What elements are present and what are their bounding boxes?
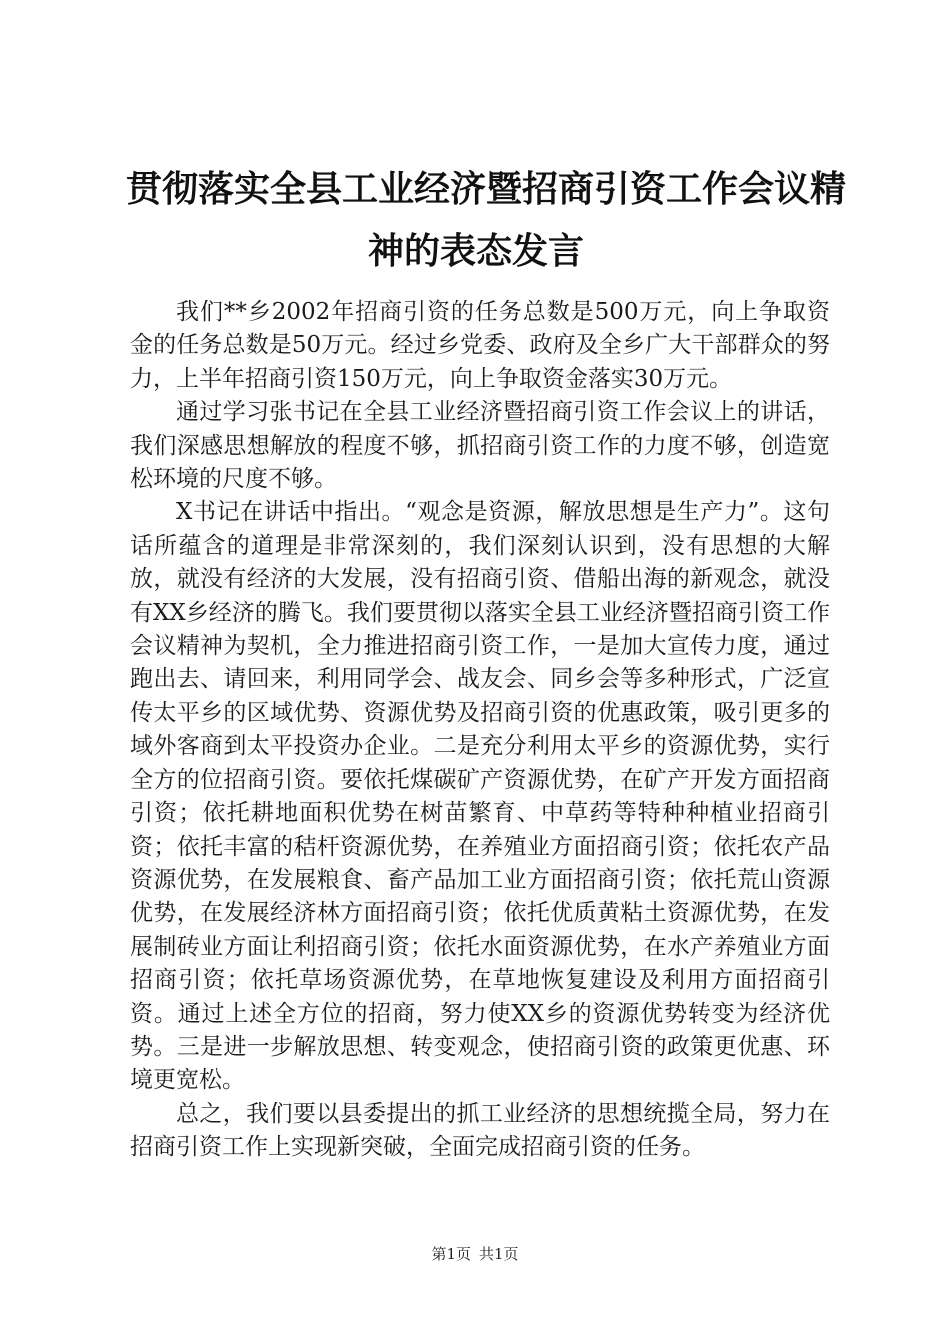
page-total: 共1页 <box>479 1245 519 1263</box>
document-title <box>126 158 847 282</box>
paragraph-4: 总之，我们要以县委提出的抓工业经济的思想统揽全局，努力在招商引资工作上实现新突破，全面完成招商引资的任务。 <box>130 1100 830 1161</box>
document-body <box>130 296 830 1165</box>
title-line-2: 神的表态发言 <box>367 230 584 272</box>
paragraph-1: 我们**乡2002年招商引资的任务总数是500万元，向上争取资金的任务总数是50万元。经过乡党委、政府及全乡广大干部群众的努力，上半年招商引资150万元，向上争取资金落实30万元。 <box>130 299 830 392</box>
page-number: 第1页 <box>431 1245 471 1263</box>
title-line-1: 贯彻落实全县工业经济暨招商引资工作会议精 <box>126 168 847 210</box>
paragraph-2: 通过学习张书记在全县工业经济暨招商引资工作会议上的讲话，我们深感思想解放的程度不够，抓招商引资工作的力度不够，创造宽松环境的尺度不够。 <box>130 399 830 493</box>
page-footer <box>0 1244 950 1264</box>
paragraph-3: X书记在讲话中指出。“观念是资源，解放思想是生产力”。这句话所蕴含的道理是非常深刻的，我们深刻认识到，没有思想的大解放，就没有经济的大发展，没有招商引资、借船出海的新观念，就没有XX乡经济的腾飞。我们要贯彻以落实全县工业经济暨招商引资工作会议精神为契机，全力推进招商引资工作，一是加大宣传力度，通过跑出去、请回来，利用同学会、战友会、同乡会等多种形式，广泛宣传太平乡的区域优势、资源优势及招商引资的优惠政策，吸引更多的域外客商到太平投资办企业。二是充分利用太平乡的资源优势，实行全方的位招商引资。要依托煤碳矿产资源优势，在矿产开发方面招商引资；依托耕地面积优势在树苗繁育、中草药等特种种植业招商引资；依托丰富的秸杆资源优势，在养殖业方面招商引资；依托农产品资源优势，在发展粮食、畜产品加工业方面招商引资；依托荒山资源优势，在发展经济林方面招商引资；依托优质黄粘土资源优势，在发展制砖业方面让利招商引资；依托水面资源优势，在水产养殖业方面招商引资；依托草场资源优势，在草地恢复建设及利用方面招商引资。通过上述全方位的招商，努力使XX乡的资源优势转变为经济优势。三是进一步解放思想、转变观念，使招商引资的政策更优惠、环境更宽松。 <box>130 499 830 1094</box>
